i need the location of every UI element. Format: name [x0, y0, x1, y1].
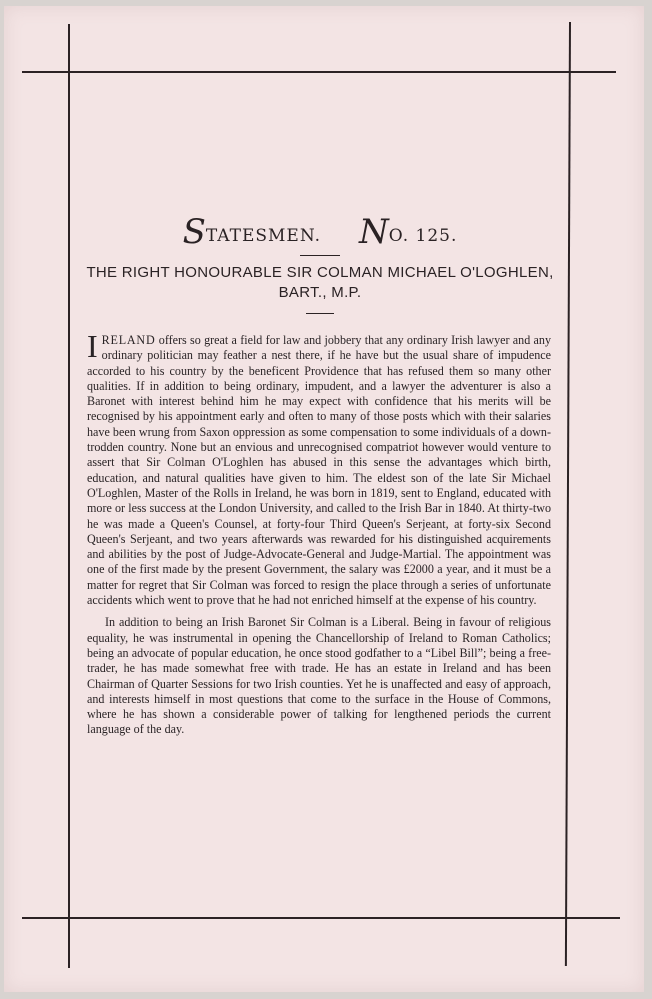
- statesmen-initial: S: [182, 212, 206, 252]
- paragraph-2: In addition to being an Irish Baronet Sir Colman is a Liberal. Being in favour of religious equality, he was instrumental in opening the Chancellorship of Ireland to Roman Catholics; being an advocate of popular education, he once stood godfather to a “Libel Bill”; being a free-trader, he has made somewhat free with trade. He has an estate in Ireland and has been Chairman of Quarter Sessions for two Irish counties. Yet he is unaffected and easy of approach, and interests himself in most questions that come to the surface in the House of Commons, where he has shown a considerable power of talking for lengthened periods the current language of the day.: [87, 615, 551, 737]
- series-heading: [70, 212, 570, 252]
- paragraph-1: [87, 328, 551, 608]
- subject-title-line2: BART., M.P.: [278, 284, 362, 301]
- statesmen-word: TATESMEN.: [205, 226, 322, 246]
- number-initial: N: [359, 212, 389, 252]
- lead-word: RELAND: [101, 333, 156, 347]
- title-underline: [306, 313, 334, 314]
- drop-cap: I: [87, 328, 98, 364]
- subject-title: [70, 263, 570, 303]
- article-body: [87, 328, 551, 738]
- frame-top-rule: [22, 71, 616, 73]
- subject-title-line1: THE RIGHT HONOURABLE SIR COLMAN MICHAEL O'LOGHLEN,: [86, 264, 554, 281]
- frame-bottom-rule: [22, 917, 620, 919]
- frame-left-rule: [68, 24, 70, 968]
- number-label: O. 125.: [388, 226, 458, 246]
- heading-underline: [300, 255, 340, 256]
- paragraph-1-text: offers so great a field for law and jobbery that any ordinary Irish lawyer and any ordinary politician may feather a nest there, if he have but the usual share of impudence accorded to his country by the beneficent Providence that has refused them so many other qualities. If in addition to being ordinary, impudent, and a lawyer the adventurer is also a Baronet with interest behind him he may expect with confidence that his merits will be recognised by his appointment early and often to many of those posts which with their salaries have been wrung from Saxon oppression as some compensation to some individuals of a down-trodden country. None but an envious and unrecognised compatriot however would venture to assert that Sir Colman O'Loghlen has abused in this sense the advantages which birth, education, and natural qualities have given to him. The eldest son of the late Sir Michael O'Loghlen, Master of the Rolls in Ireland, he was born in 1819, sent to England, educated with more or less success at the London University, and called to the Irish Bar in 1840. At thirty-two he was made a Queen's Counsel, at forty-four Third Queen's Serjeant, at forty-six Second Queen's Serjeant, and two years afterwards was rewarded for his distinguished acquirements and abilities by the post of Judge-Advocate-General and Judge-Martial. The appointment was one of the first made by the present Government, the salary was £2000 a year, and it must be a matter for regret that Sir Colman was forced to resign the place through a series of unfortunate accidents which went to prove that he had not enriched himself at the expense of his country.: [87, 333, 551, 608]
